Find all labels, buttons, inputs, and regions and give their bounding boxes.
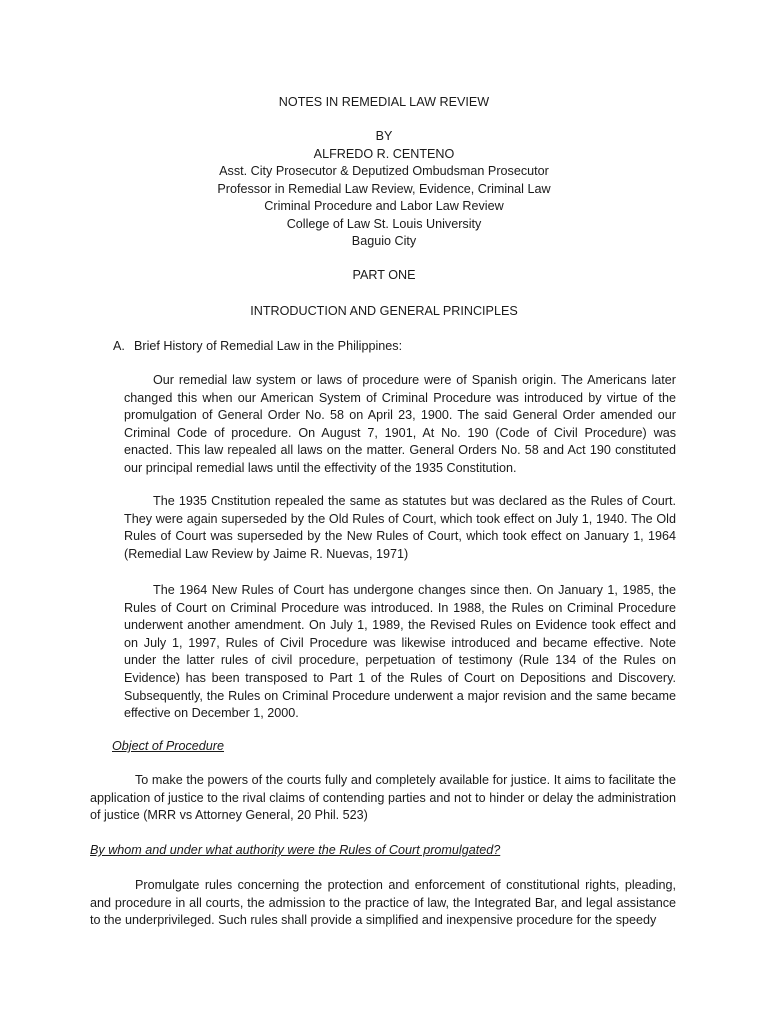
author-affiliation: College of Law St. Louis University (286, 217, 482, 231)
object-of-procedure-heading: Object of Procedure (112, 739, 225, 753)
history-paragraph-3: The 1964 New Rules of Court has undergone changes since then. On January 1, 1985, the Rules of Court on Criminal Procedure was introduced. In 1988, the Rules on Criminal Procedure underwent another amendment. On July 1, 1989, the Revised Rules on Evidence took effect and on July 1, 1997, Rules of Civil Procedure was likewise introduced and became effective. Note under the latter rules of civil procedure, perpetuation of testimony (Rule 134 of the Rules on Evidence) has been transposed to Part 1 of the Rules of Court on Depositions and Discovery. Subsequently, the Rules on Criminal Procedure underwent a major revision and the same became effective on December 1, 2000. (124, 583, 676, 721)
author-name: ALFREDO R. CENTENO (313, 147, 455, 161)
section-a-heading (113, 338, 402, 356)
document-title: NOTES IN REMEDIAL LAW REVIEW (278, 95, 490, 109)
authority-heading: By whom and under what authority were the Rules of Court promulgated? (90, 843, 501, 857)
section-a-letter: A. (113, 339, 125, 353)
author-location: Baguio City (351, 234, 417, 248)
part-title: INTRODUCTION AND GENERAL PRINCIPLES (250, 304, 518, 318)
part-heading: PART ONE (352, 268, 416, 282)
by-line: BY (375, 129, 393, 143)
author-title-line-3: Criminal Procedure and Labor Law Review (264, 199, 504, 213)
history-paragraph-1: Our remedial law system or laws of procedure were of Spanish origin. The Americans later changed this when our American System of Criminal Procedure was introduced by virtue of the promulgation of General Order No. 58 on April 23, 1900. The said General Order amended our Criminal Code of procedure. On August 7, 1901, At No. 190 (Code of Civil Procedure) was enacted. This law repealed all laws on the matter. General Orders No. 58 and Act 190 constituted our principal remedial laws until the effectivity of the 1935 Constitution. (124, 373, 676, 475)
object-of-procedure-text: To make the powers of the courts fully and completely available for justice. It aims to facilitate the application of justice to the rival claims of contending parties and not to hinder or delay the administration of justice (MRR vs Attorney General, 20 Phil. 523) (90, 773, 676, 823)
authority-text: Promulgate rules concerning the protection and enforcement of constitutional rights, pleading, and procedure in all courts, the admission to the practice of law, the Integrated Bar, and legal assistance to the underprivileged. Such rules shall provide a simplified and inexpensive procedure for the speedy (90, 878, 676, 928)
section-a-title: Brief History of Remedial Law in the Philippines: (134, 339, 403, 353)
history-paragraph-2: The 1935 Cnstitution repealed the same as statutes but was declared as the Rules of Court. They were again superseded by the Old Rules of Court, which took effect on July 1, 1940. The Old Rules of Court was superseded by the New Rules of Court, which took effect on January 1, 1964 (Remedial Law Review by Jaime R. Nuevas, 1971) (124, 494, 676, 561)
author-title-line-2: Professor in Remedial Law Review, Evidence, Criminal Law (217, 182, 551, 196)
author-title-line-1: Asst. City Prosecutor & Deputized Ombudsman Prosecutor (219, 164, 549, 178)
